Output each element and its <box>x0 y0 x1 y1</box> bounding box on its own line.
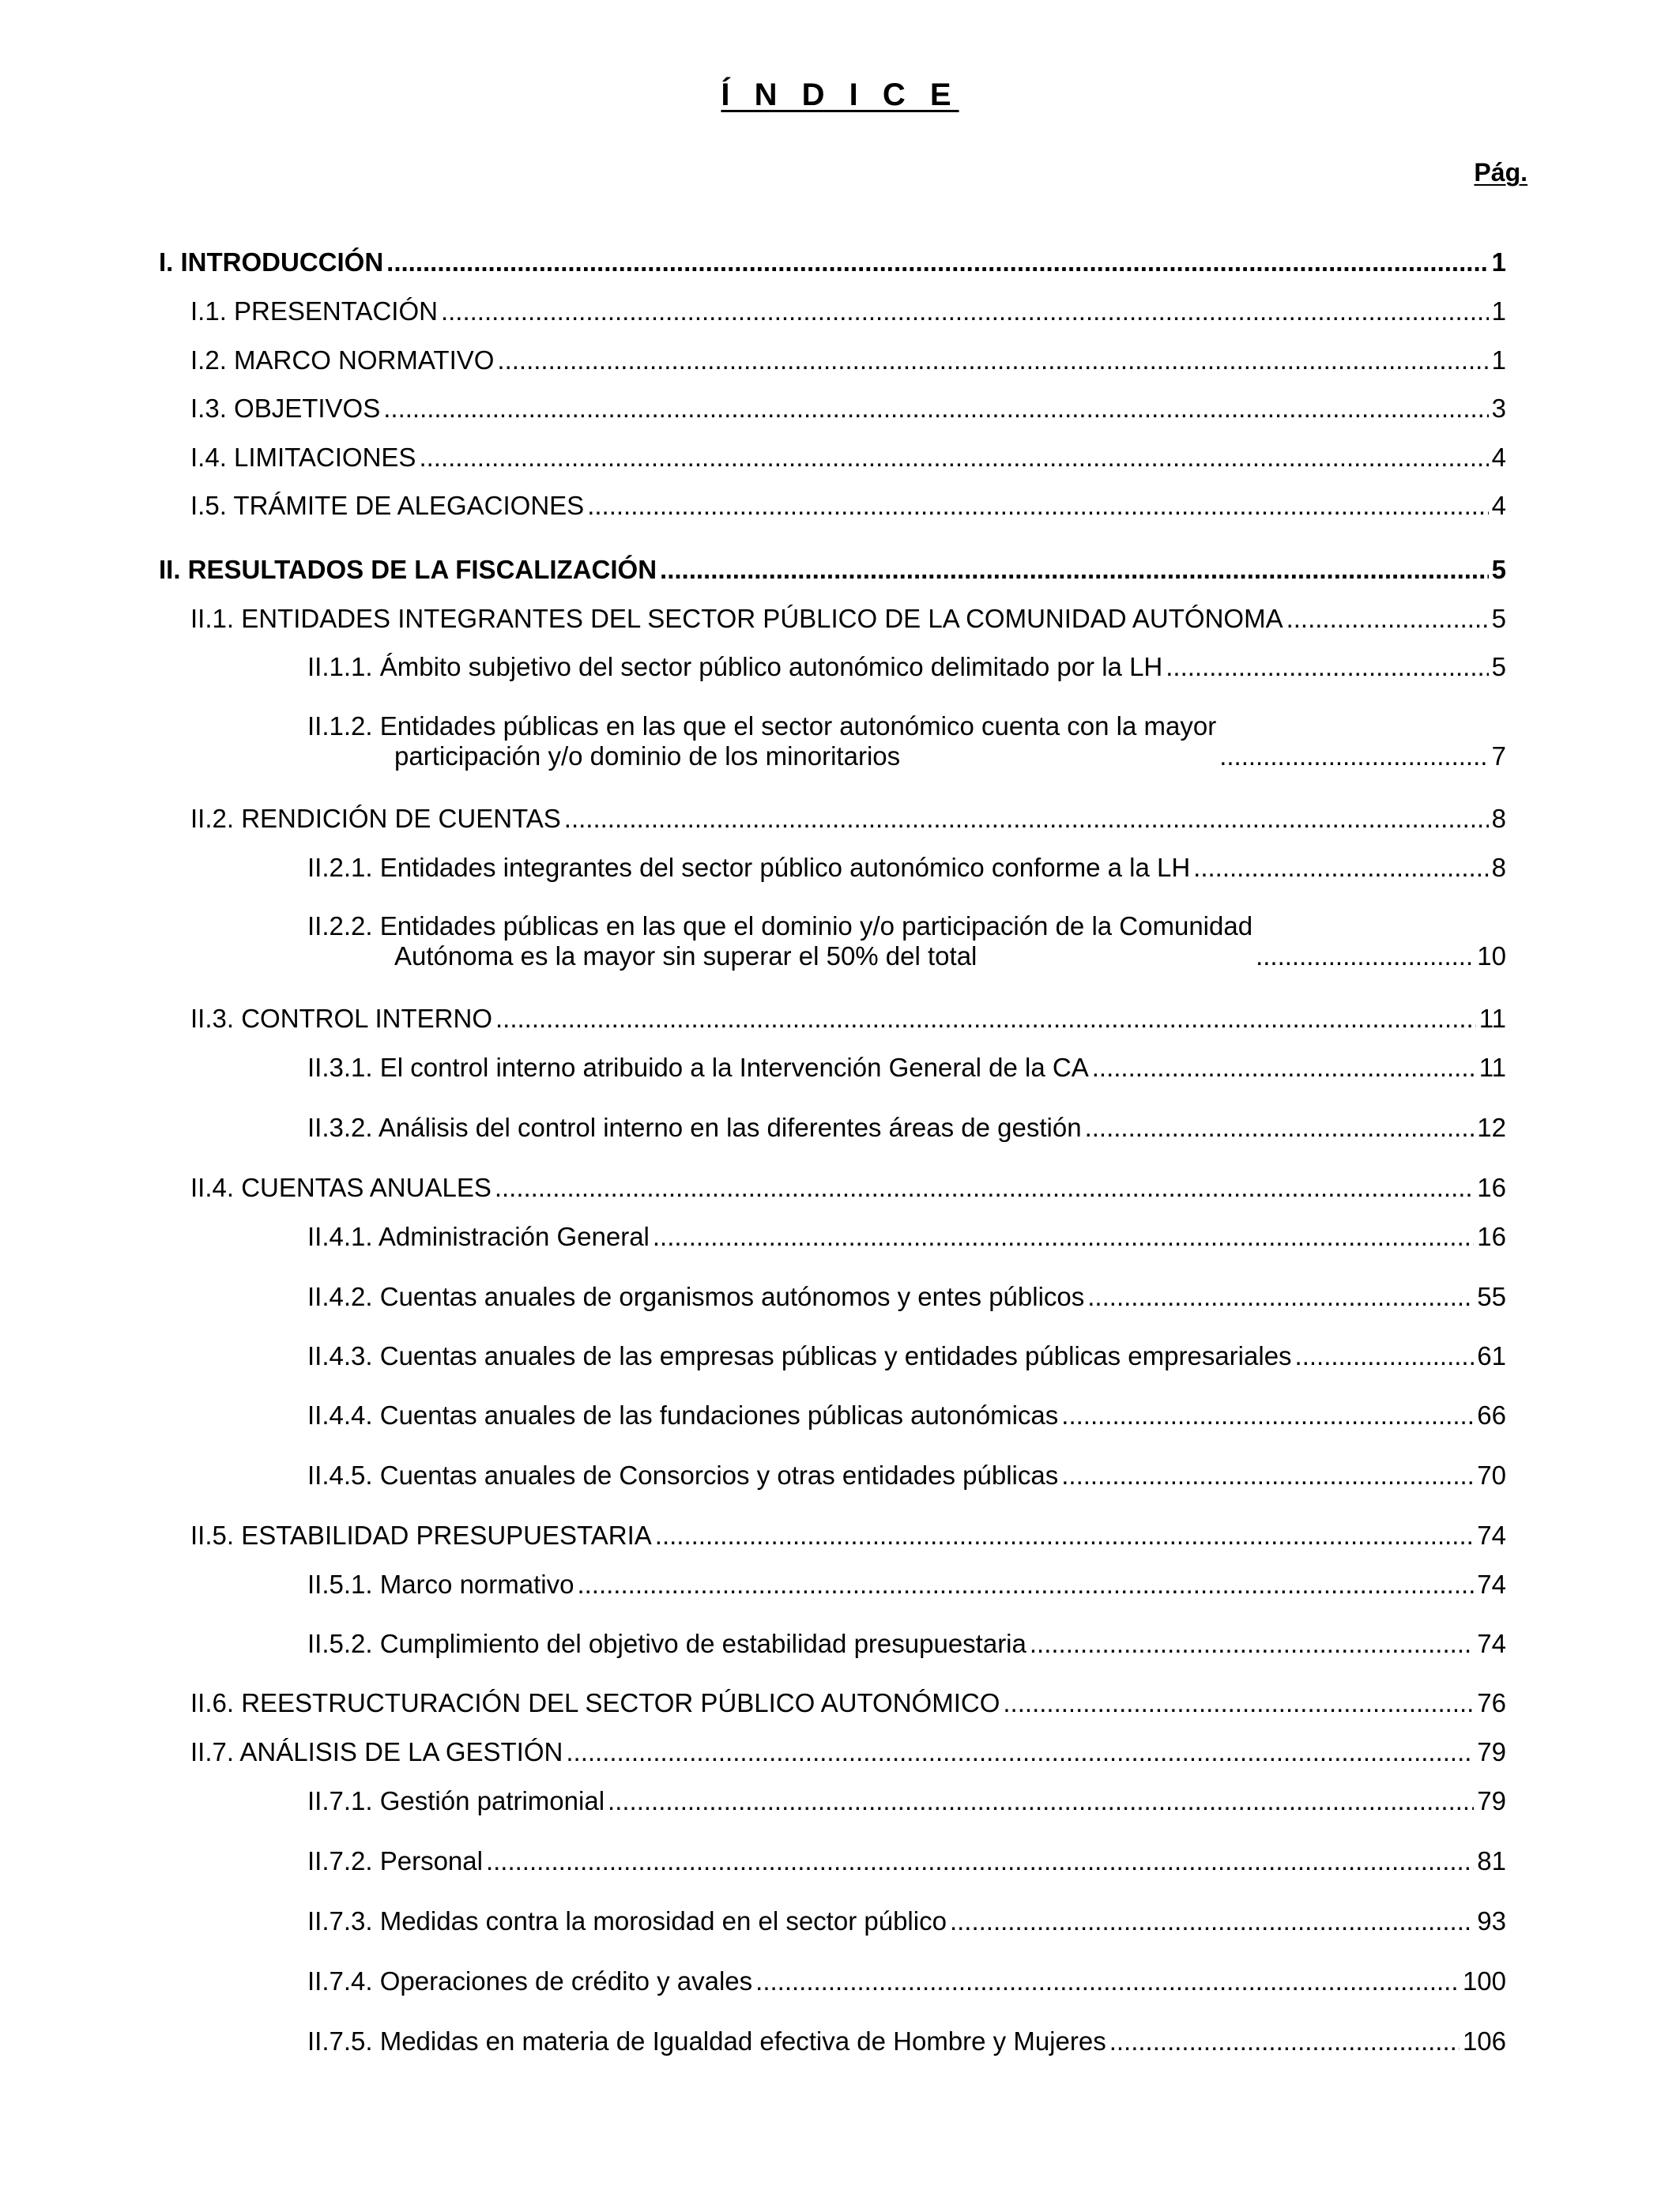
toc-entry-morosidad[interactable] <box>307 1906 1506 1936</box>
leader-dots <box>1085 1113 1475 1143</box>
toc-entry-empresas-publicas[interactable] <box>307 1341 1506 1371</box>
toc-entry-page: 7 <box>1491 741 1506 771</box>
leader-dots <box>1061 1400 1474 1431</box>
toc-entry-label: II.3.1. El control interno atribuido a la Intervención General de la CA <box>307 1053 1089 1082</box>
toc-entry-label: I.1. PRESENTACIÓN <box>190 296 438 326</box>
toc-entry-label: II.3. CONTROL INTERNO <box>190 1004 492 1033</box>
leader-dots <box>419 443 1488 473</box>
toc-entry-page: 4 <box>1491 443 1506 472</box>
toc-entry-page: 10 <box>1477 941 1506 971</box>
toc-entry-page: 5 <box>1491 652 1506 681</box>
toc-entry-label: II.2.1. Entidades integrantes del sector público autonómico conforme a la LH <box>307 853 1191 882</box>
leader-dots <box>660 555 1489 585</box>
toc-entry-page: 70 <box>1477 1461 1506 1490</box>
toc-entry-resultados[interactable] <box>159 555 1506 585</box>
toc-entry-page: 55 <box>1477 1282 1506 1311</box>
toc-entry-label: I. INTRODUCCIÓN <box>159 247 384 277</box>
toc-entry-label: II.7.5. Medidas en materia de Igualdad efectiva de Hombre y Mujeres <box>307 2026 1106 2056</box>
leader-dots <box>1087 1282 1474 1312</box>
toc-entry-alegaciones[interactable] <box>190 491 1506 521</box>
toc-entry-administracion-general[interactable] <box>307 1222 1506 1252</box>
toc-entry-estabilidad-cumplimiento[interactable] <box>307 1629 1506 1659</box>
leader-dots <box>653 1222 1474 1252</box>
toc-entry-objetivos[interactable] <box>190 394 1506 424</box>
toc-entry-page: 106 <box>1462 2026 1506 2056</box>
toc-entry-page: 74 <box>1477 1570 1506 1599</box>
toc-entry-label: I.2. MARCO NORMATIVO <box>190 345 495 375</box>
toc-entry-entidades-dominio[interactable] <box>307 911 1506 971</box>
toc-entry-label: II.5.2. Cumplimiento del objetivo de estabilidad presupuestaria <box>307 1629 1026 1658</box>
toc-entry-control-interno[interactable] <box>190 1004 1506 1034</box>
toc-entry-page: 5 <box>1491 604 1506 633</box>
leader-dots <box>1219 741 1488 771</box>
toc-entry-page: 16 <box>1477 1173 1506 1202</box>
toc-entry-label: II.5. ESTABILIDAD PRESUPUESTARIA <box>190 1521 652 1550</box>
toc-entry-control-interno-intervencion[interactable] <box>307 1053 1506 1083</box>
toc-entry-page: 74 <box>1477 1629 1506 1658</box>
toc-entry-label: II.7.4. Operaciones de crédito y avales <box>307 1966 753 1996</box>
leader-dots <box>1061 1461 1474 1491</box>
toc-entry-label: II.7. ANÁLISIS DE LA GESTIÓN <box>190 1737 563 1766</box>
toc-entry-label: I.5. TRÁMITE DE ALEGACIONES <box>190 491 585 520</box>
toc-entry-page: 79 <box>1477 1737 1506 1766</box>
toc-entry-marco-normativo[interactable] <box>190 345 1506 375</box>
toc-entry-label: I.4. LIMITACIONES <box>190 443 416 472</box>
toc-entry-page: 16 <box>1477 1222 1506 1251</box>
toc-entry-page: 3 <box>1491 394 1506 423</box>
toc-entry-page: 76 <box>1477 1688 1506 1717</box>
toc-entry-estabilidad-marco[interactable] <box>307 1570 1506 1600</box>
toc-entry-credito-avales[interactable] <box>307 1966 1506 1996</box>
toc-entry-page: 8 <box>1491 804 1506 833</box>
toc-entry-analisis-control-interno[interactable] <box>307 1113 1506 1143</box>
toc-entry-label-line2: Autónoma es la mayor sin superar el 50% del total <box>394 941 977 971</box>
toc-entry-consorcios[interactable] <box>307 1461 1506 1491</box>
toc-entry-page: 1 <box>1491 296 1506 326</box>
toc-entry-estabilidad[interactable] <box>190 1521 1506 1551</box>
toc-entry-page: 5 <box>1491 555 1506 584</box>
toc-entry-label: I.3. OBJETIVOS <box>190 394 381 423</box>
toc-entry-ambito-subjetivo[interactable] <box>307 652 1506 682</box>
toc-entry-analisis-gestion[interactable] <box>190 1737 1506 1767</box>
toc-entry-page: 1 <box>1491 247 1506 277</box>
leader-dots <box>1092 1053 1476 1083</box>
toc-entry-label: II. RESULTADOS DE LA FISCALIZACIÓN <box>159 555 657 584</box>
toc-entry-label: II.7.1. Gestión patrimonial <box>307 1786 605 1815</box>
leader-dots <box>495 1173 1474 1203</box>
toc-entry-page: 100 <box>1462 1966 1506 1996</box>
toc-entry-presentacion[interactable] <box>190 296 1506 326</box>
leader-dots <box>495 1004 1476 1034</box>
leader-dots <box>566 1737 1474 1767</box>
toc-entry-label: II.3.2. Análisis del control interno en las diferentes áreas de gestión <box>307 1113 1082 1142</box>
leader-dots <box>1166 652 1488 682</box>
toc-entry-label: II.7.2. Personal <box>307 1846 483 1875</box>
toc-entry-personal[interactable] <box>307 1846 1506 1876</box>
leader-dots <box>497 345 1488 375</box>
toc-entry-cuentas-anuales[interactable] <box>190 1173 1506 1203</box>
toc-entry-page: 74 <box>1477 1521 1506 1550</box>
toc-entry-label: II.5.1. Marco normativo <box>307 1570 574 1599</box>
toc-entry-label-line2: participación y/o dominio de los minoritarios <box>394 741 901 771</box>
toc-entry-label: II.4. CUENTAS ANUALES <box>190 1173 492 1202</box>
leader-dots <box>486 1846 1474 1876</box>
leader-dots <box>587 491 1488 521</box>
leader-dots <box>1286 604 1489 634</box>
toc-entry-page: 11 <box>1478 1053 1506 1082</box>
toc-entry-fundaciones[interactable] <box>307 1400 1506 1431</box>
toc-entry-label: II.1.1. Ámbito subjetivo del sector público autonómico delimitado por la LH <box>307 652 1163 681</box>
leader-dots <box>1295 1341 1475 1371</box>
toc-entry-reestructuracion[interactable] <box>190 1688 1506 1718</box>
toc-entry-page: 1 <box>1491 345 1506 375</box>
leader-dots <box>1003 1688 1474 1718</box>
toc-entry-introduccion[interactable] <box>159 247 1506 277</box>
toc-entry-organismos-autonomos[interactable] <box>307 1282 1506 1312</box>
toc-entry-label: II.4.4. Cuentas anuales de las fundaciones públicas autonómicas <box>307 1400 1059 1430</box>
toc-entry-page: 66 <box>1477 1400 1506 1430</box>
leader-dots <box>655 1521 1475 1551</box>
toc-entry-page: 93 <box>1477 1906 1506 1936</box>
toc-entry-rendicion-cuentas[interactable] <box>190 804 1506 834</box>
toc-entry-page: 79 <box>1477 1786 1506 1815</box>
toc-entry-entidades-mayor-participacion[interactable] <box>307 711 1506 771</box>
toc-entry-label-line1: II.1.2. Entidades públicas en las que el sector autonómico cuenta con la mayor <box>307 711 1217 741</box>
leader-dots <box>1193 853 1488 883</box>
toc-entry-label <box>307 911 1252 971</box>
toc-entry-page: 8 <box>1491 853 1506 882</box>
toc-entry-label <box>307 711 1216 771</box>
page-column-header: Pág. <box>1474 158 1527 187</box>
toc-entry-limitaciones[interactable] <box>190 443 1506 473</box>
leader-dots <box>383 394 1488 424</box>
toc-entry-label: II.6. REESTRUCTURACIÓN DEL SECTOR PÚBLICO AUTONÓMICO <box>190 1688 1000 1717</box>
toc-entry-label: II.7.3. Medidas contra la morosidad en el sector público <box>307 1906 947 1936</box>
toc-entry-label: II.4.2. Cuentas anuales de organismos autónomos y entes públicos <box>307 1282 1085 1311</box>
leader-dots <box>950 1906 1474 1936</box>
leader-dots <box>1030 1629 1474 1659</box>
leader-dots <box>441 296 1489 326</box>
leader-dots <box>1109 2026 1460 2056</box>
toc-entry-label: II.4.5. Cuentas anuales de Consorcios y otras entidades públicas <box>307 1461 1059 1490</box>
toc-entry-label: II.2. RENDICIÓN DE CUENTAS <box>190 804 561 833</box>
toc-entry-gestion-patrimonial[interactable] <box>307 1786 1506 1816</box>
leader-dots <box>564 804 1489 834</box>
toc-entry-label: II.1. ENTIDADES INTEGRANTES DEL SECTOR PÚBLICO DE LA COMUNIDAD AUTÓNOMA <box>190 604 1283 633</box>
toc-entry-page: 4 <box>1491 491 1506 520</box>
toc-entry-label-line1: II.2.2. Entidades públicas en las que el dominio y/o participación de la Comunidad <box>307 911 1253 941</box>
toc-entry-page: 12 <box>1477 1113 1506 1142</box>
toc-entry-page: 81 <box>1477 1846 1506 1875</box>
toc-entry-entidades-integrantes[interactable] <box>190 604 1506 634</box>
leader-dots <box>386 247 1488 277</box>
toc-entry-page: 11 <box>1478 1004 1506 1033</box>
toc-entry-label: II.4.3. Cuentas anuales de las empresas públicas y entidades públicas empresariales <box>307 1341 1292 1370</box>
leader-dots <box>1256 941 1474 971</box>
leader-dots <box>577 1570 1474 1600</box>
toc-entry-page: 61 <box>1477 1341 1506 1370</box>
leader-dots <box>608 1786 1474 1816</box>
leader-dots <box>755 1966 1460 1996</box>
toc-entry-entidades-conforme-lh[interactable] <box>307 853 1506 883</box>
toc-entry-igualdad[interactable] <box>307 2026 1506 2056</box>
index-title: Í N D I C E <box>721 77 959 112</box>
toc-entry-label: II.4.1. Administración General <box>307 1222 650 1251</box>
